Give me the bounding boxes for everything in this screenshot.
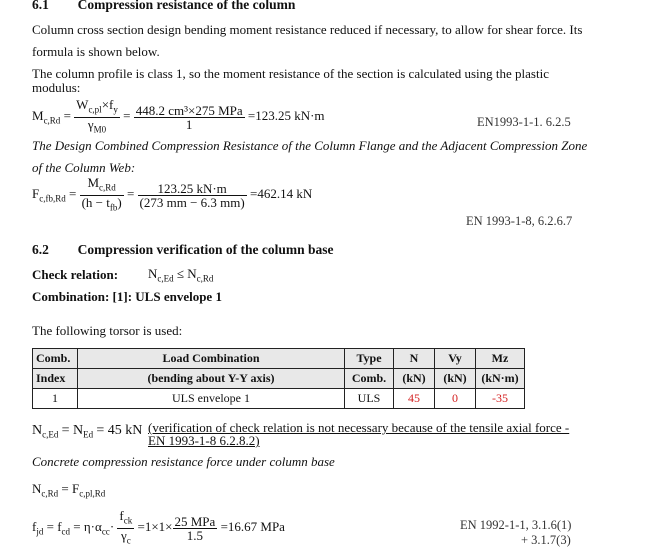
table-header-cell: (kN): [435, 369, 476, 389]
section-number: 6.2: [32, 242, 49, 257]
eq-operator: ≤: [176, 266, 185, 281]
eq-equals: =: [126, 186, 135, 202]
table-row: [33, 389, 525, 409]
eq-subscript: c,Rd: [99, 182, 116, 193]
eq-subscript: c: [126, 535, 131, 546]
reference-text: EN1993-1-1. 6.2.5: [477, 115, 571, 129]
eq-denominator: γ: [120, 527, 127, 543]
eq-symbol: N: [32, 481, 42, 496]
eq-numerator-rest: ×f: [101, 97, 114, 112]
section-number: 6.1: [32, 0, 49, 12]
eq-subscript: c,Rd: [41, 488, 59, 499]
table-header-row: [33, 369, 525, 389]
eq-fraction: [74, 98, 120, 136]
eq-symbol: = N: [61, 423, 84, 438]
eq-result: =462.14 kN: [249, 186, 313, 202]
paragraph-line: The column profile is class 1, so the moment resistance of the section is calculated using the plastic: [32, 66, 549, 81]
eq-denominator: 1: [185, 116, 193, 132]
eq-symbol: = F: [61, 481, 80, 496]
section-6-1-heading: [32, 0, 295, 13]
table-cell: 45: [394, 389, 435, 409]
section-title: Compression resistance of the column: [77, 0, 296, 12]
table-header-cell: Comb.: [33, 349, 78, 369]
equation-concrete-strength: [32, 509, 285, 547]
table-cell: ULS envelope 1: [78, 389, 345, 409]
eq-operator: ·: [109, 519, 115, 535]
table-header-cell: N: [394, 349, 435, 369]
eq-result: =123.25 kN·m: [247, 108, 325, 124]
check-relation-label: Check relation:: [32, 267, 119, 282]
table-header-cell: (kN): [394, 369, 435, 389]
eq-symbol: f: [32, 519, 37, 535]
eq-fraction: [117, 509, 134, 547]
eq-fraction: [173, 515, 218, 542]
eq-subscript: c,pl: [88, 104, 102, 115]
eq-subscript: c,Rd: [43, 115, 61, 126]
eq-subscript: c,Ed: [42, 429, 59, 440]
paragraph-line: formula is shown below.: [32, 44, 160, 59]
verification-note: (verification of check relation is not necessary because of the tensile axial force -: [148, 420, 570, 435]
paragraph-line: Column cross section design bending moment resistance reduced if necessary, to allow for shear force. Its: [32, 22, 583, 37]
eq-symbol: N: [187, 266, 197, 281]
eq-subscript: c,fb,Rd: [39, 193, 66, 204]
table-header-cell: Load Combination: [78, 349, 345, 369]
eq-numerator: f: [119, 508, 124, 523]
eq-subscript: ck: [123, 515, 133, 526]
torsor-table: [32, 348, 525, 409]
eq-operator: =1×1×: [137, 519, 173, 535]
eq-subscript: cd: [61, 526, 71, 537]
table-header-cell: Vy: [435, 349, 476, 369]
eq-subscript: cc: [101, 526, 110, 537]
eq-equals: =: [63, 108, 71, 124]
section-title: Compression verification of the column base: [77, 242, 334, 257]
eq-symbol: M: [32, 108, 44, 124]
eq-fraction: [80, 176, 124, 214]
eq-fraction: [138, 182, 247, 209]
table-header-cell: (bending about Y-Y axis): [78, 369, 345, 389]
eq-result: =16.67 MPa: [220, 519, 285, 535]
eq-symbol: = η·α: [73, 519, 102, 535]
italic-caption: The Design Combined Compression Resistance of the Column Flange and the Adjacent Compression Zone: [32, 138, 588, 153]
eq-fraction: [134, 104, 245, 131]
eq-subscript: y: [113, 104, 118, 115]
eq-subscript: fb: [109, 202, 118, 213]
table-header-cell: Index: [33, 369, 78, 389]
table-header-cell: (kN·m): [476, 369, 525, 389]
eq-symbol: = f: [46, 519, 62, 535]
eq-denominator: (273 mm − 6.3 mm): [139, 194, 245, 210]
eq-subscript: jd: [36, 526, 44, 537]
table-header-cell: Mz: [476, 349, 525, 369]
eq-subscript: M0: [93, 124, 107, 135]
eq-subscript: c,pl,Rd: [79, 488, 106, 499]
italic-caption: of the Column Web:: [32, 160, 136, 175]
verification-note: EN 1993-1-8 6.2.8.2): [148, 433, 260, 448]
table-header-cell: Comb.: [345, 369, 394, 389]
eq-denominator: 1.5: [186, 527, 204, 543]
eq-numerator: 25 MPa: [174, 513, 216, 529]
eq-denominator-end: ): [117, 194, 122, 210]
eq-symbol: N: [32, 423, 43, 438]
eq-equals: =: [123, 108, 131, 124]
section-6-2-heading: [32, 242, 334, 258]
eq-subscript: Ed: [83, 429, 94, 440]
reference-text: EN 1992-1-1, 3.1.6(1): [460, 518, 572, 532]
eq-numerator: 448.2 cm³×275 MPa: [135, 102, 243, 118]
equation-flange-resistance: [32, 176, 312, 214]
check-relation-formula: [148, 266, 213, 284]
table-cell: 0: [435, 389, 476, 409]
table-header-cell: Type: [345, 349, 394, 369]
torsor-intro: The following torsor is used:: [32, 323, 183, 338]
eq-subscript: c,Ed: [157, 273, 174, 284]
eq-numerator: M: [87, 175, 100, 190]
table-cell: ULS: [345, 389, 394, 409]
equation-axial-force: [32, 422, 142, 440]
eq-equals: =: [68, 186, 77, 202]
reference-text: EN 1993-1-8, 6.2.6.7: [466, 214, 573, 228]
combination-label: Combination: [1]: ULS envelope 1: [32, 289, 222, 304]
equation-concrete-resistance: [32, 481, 105, 499]
eq-denominator: γ: [87, 116, 94, 132]
eq-denominator: (h − t: [81, 194, 110, 210]
eq-numerator: 123.25 kN·m: [138, 182, 247, 196]
eq-numerator: W: [76, 97, 89, 112]
eq-subscript: c,Rd: [196, 273, 214, 284]
table-header-row: [33, 349, 525, 369]
eq-result: = 45 kN: [96, 423, 143, 438]
eq-symbol: N: [148, 266, 158, 281]
table-cell: 1: [33, 389, 78, 409]
paragraph-line: modulus:: [32, 80, 81, 95]
reference-text: + 3.1.7(3): [521, 533, 571, 547]
italic-caption: Concrete compression resistance force under column base: [32, 454, 335, 469]
eq-symbol: F: [32, 186, 40, 202]
table-cell: -35: [476, 389, 525, 409]
equation-moment-resistance: [32, 98, 325, 136]
